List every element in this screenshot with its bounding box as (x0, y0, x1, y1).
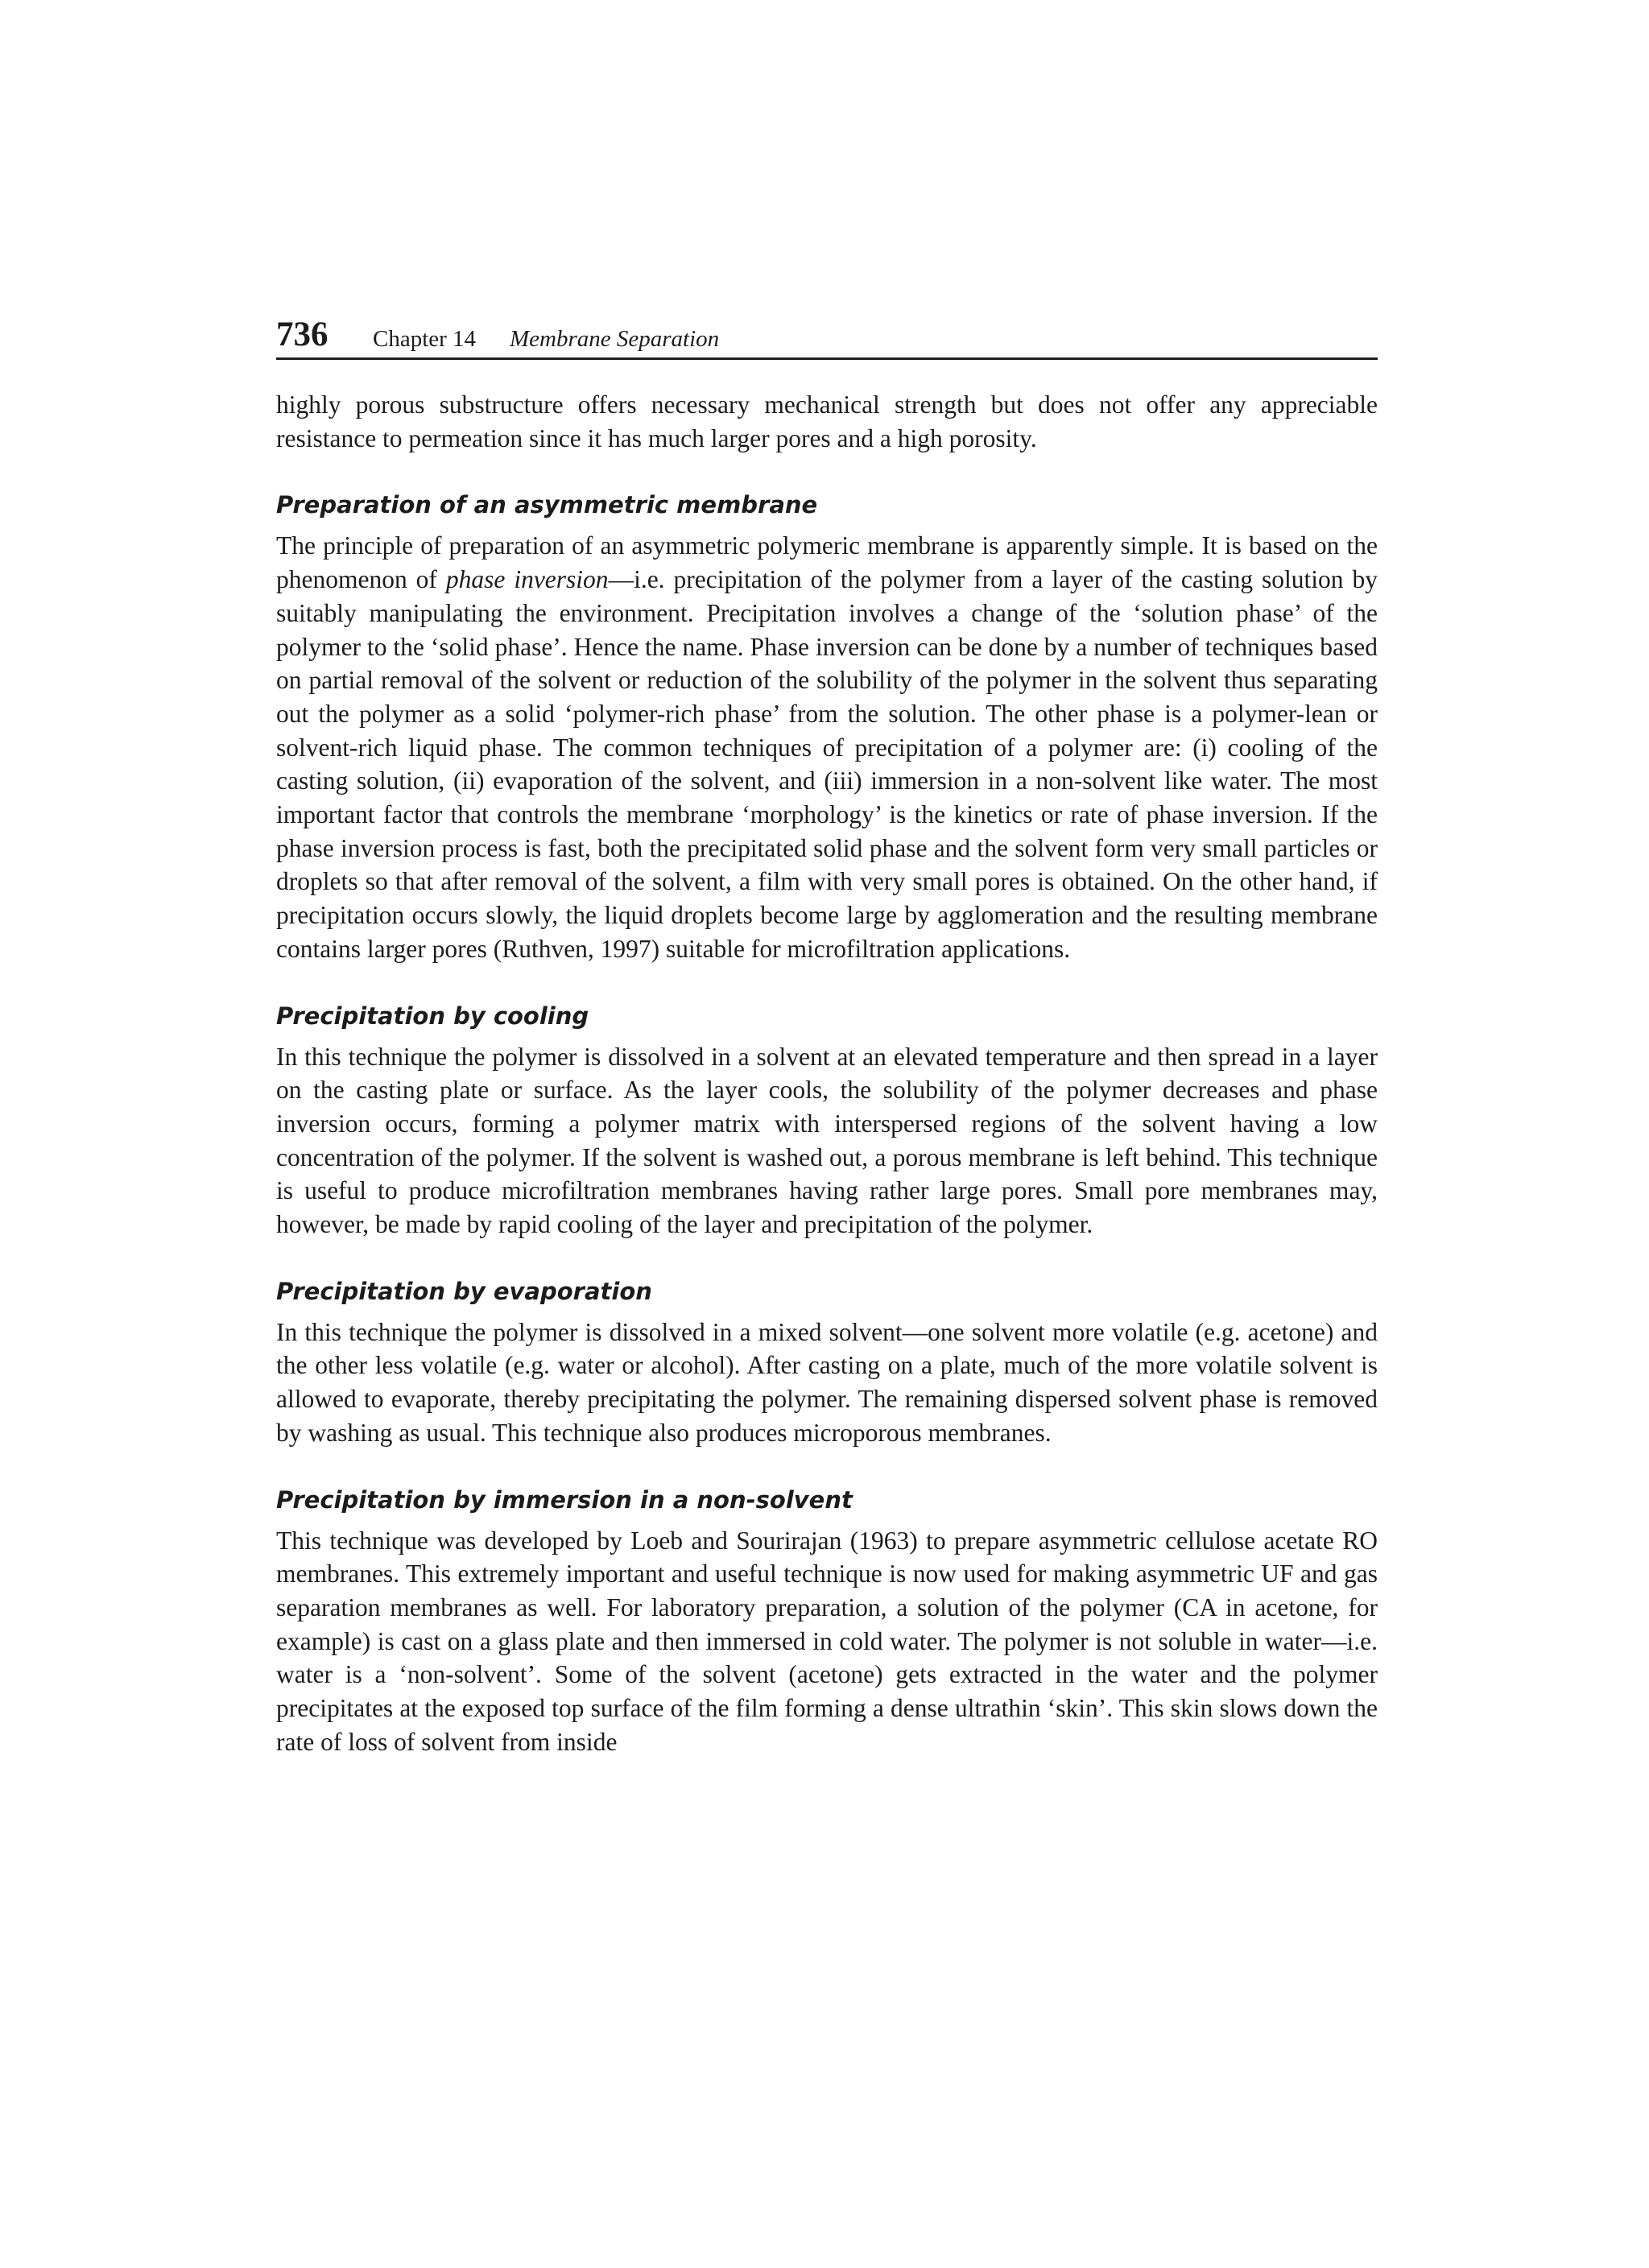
emphasis-phase-inversion: phase inversion (445, 565, 609, 594)
page-number: 736 (276, 316, 329, 353)
intro-paragraph: highly porous substructure offers necessary mechanical strength but does not offer any appreciable resistance to permeation since it has much larger pores and a high porosity. (276, 390, 1378, 452)
section-heading-evaporation: Precipitation by evaporation (276, 1277, 652, 1305)
paragraph-text-end: —i.e. precipitation of the polymer from a layer of the casting solution by suitably manipulating the environment. Precipitation involves a change of the ‘solution phase’ of the polymer to the ‘solid phase’. Hence the name. Phase inversion can be done by a number of techniques based on partial removal of the solvent or reduction of the solubility of the polymer in the solvent thus separating out the polymer as a solid ‘polymer-rich phase’ from the solution. The other phase is a polymer-lean or solvent-rich liquid phase. The common techniques of precipitation of a polymer are: (i) cooling of the casting solution, (ii) evaporation of the solvent, and (iii) immersion in a non-solvent like water. The most important factor that controls the membrane ‘morphology’ is the kinetics or rate of phase inversion. If the phase inversion process is fast, both the precipitated solid phase and the solvent form very small particles or droplets so that after removal of the solvent, a film with very small pores is obtained. On the other hand, if precipitation occurs slowly, the liquid droplets become large by agglomeration and the resulting membrane contains larger pores (Ruthven, 1997) suitable for microfiltration applications. (276, 565, 1378, 963)
section-heading-immersion: Precipitation by immersion in a non-solvent (276, 1485, 853, 1514)
section-paragraph-cooling: In this technique the polymer is dissolved in a solvent at an elevated temperature and then spread in a layer on the casting plate or surface. As the layer cools, the solubility of the polymer decreases and phase inversion occurs, forming a polymer matrix with interspersed regions of the solvent having a low concentration of the polymer. If the solvent is washed out, a porous membrane is left behind. This technique is useful to produce microfiltration membranes having rather large pores. Small pore membranes may, however, be made by rapid cooling of the layer and precipitation of the polymer. (276, 1042, 1378, 1239)
paragraph-text-start: The principle of preparation of an asymmetric polymeric membrane is apparently simple. It is based on the phenomenon of (276, 531, 1378, 594)
book-page (276, 316, 1378, 1759)
section-paragraph-immersion: This technique was developed by Loeb and Sourirajan (1963) to prepare asymmetric cellulose acetate RO membranes. This extremely important and useful technique is now used for making asymmetric UF and gas separation membranes as well. For laboratory preparation, a solution of the polymer (CA in acetone, for example) is cast on a glass plate and then immersed in cold water. The polymer is not soluble in water—i.e. water is a ‘non-solvent’. Some of the solvent (acetone) gets extracted in the water and the polymer precipitates at the exposed top surface of the film forming a dense ultrathin ‘skin’. This skin slows down the rate of loss of solvent from inside (276, 1526, 1378, 1756)
section-paragraph-asymmetric-membrane (276, 529, 1378, 965)
section-paragraph-evaporation: In this technique the polymer is dissolved in a mixed solvent—one solvent more volatile (e.g. acetone) and the other less volatile (e.g. water or alcohol). After casting on a plate, much of the more volatile solvent is allowed to evaporate, thereby precipitating the polymer. The remaining dispersed solvent phase is removed by washing as usual. This technique also produces microporous membranes. (276, 1317, 1378, 1447)
chapter-title: Membrane Separation (510, 326, 720, 352)
section-heading-asymmetric-membrane: Preparation of an asymmetric membrane (276, 491, 818, 519)
running-header (276, 316, 1378, 360)
chapter-label: Chapter 14 (373, 326, 477, 352)
section-heading-cooling: Precipitation by cooling (276, 1002, 589, 1030)
